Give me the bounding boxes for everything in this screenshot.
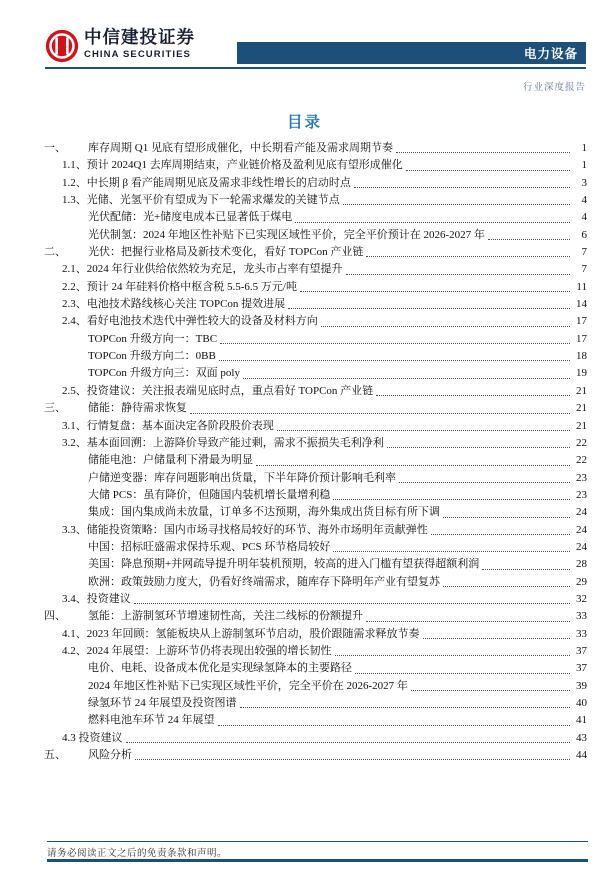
company-logo-icon — [45, 29, 79, 63]
toc-entry-number: 1.1、 — [62, 159, 87, 172]
toc-leader-dots — [277, 430, 570, 431]
toc-entry-label: 2023 年回顾：氢能板块从上游制氢环节启动，股价跟随需求释放节奏 — [86, 627, 420, 640]
toc-entry-page: 32 — [576, 592, 587, 605]
toc-leader-dots — [335, 655, 571, 656]
toc-leader-dots — [135, 759, 570, 760]
toc-entry-label: 库存周期 Q1 见底有望形成催化，中长期看产能及需求周期节奏 — [88, 142, 393, 154]
toc-entry[interactable] — [44, 227, 587, 244]
toc-entry-page: 37 — [576, 644, 587, 657]
toc-entry[interactable] — [44, 504, 587, 521]
toc-leader-dots — [411, 690, 570, 691]
toc-entry-page: 1 — [581, 159, 587, 172]
toc-leader-dots — [346, 274, 571, 275]
toc-entry-page: 6 — [581, 228, 587, 241]
toc-entry-page: 18 — [576, 350, 587, 363]
toc-entry-label: 储能：静待需求恢复 — [88, 402, 187, 415]
toc-entry-number: 三、 — [44, 402, 66, 415]
toc-entry-label: 储能电池：户储量利下滑最为明显 — [88, 454, 253, 467]
toc-entry-page: 14 — [576, 298, 587, 311]
toc-leader-dots — [443, 517, 570, 518]
toc-entry-page: 41 — [576, 714, 587, 727]
toc-entry-page: 44 — [576, 749, 587, 762]
toc-entry[interactable] — [44, 175, 587, 192]
toc-entry[interactable] — [44, 487, 587, 504]
toc-entry-label: 户储逆变器：库存问题影响出货量，下半年降价预计影响毛利率 — [88, 471, 396, 484]
toc-entry[interactable] — [44, 331, 587, 348]
header-divider — [45, 67, 586, 69]
toc-entry-page: 33 — [576, 610, 587, 623]
toc-entry[interactable] — [44, 435, 587, 452]
toc-entry-number: 4.2、 — [62, 644, 87, 657]
toc-entry-number: 3.3、 — [62, 523, 87, 536]
toc-entry[interactable] — [44, 418, 587, 435]
toc-entry[interactable] — [44, 348, 587, 365]
toc-entry-number: 二、 — [44, 246, 66, 259]
brand-block — [84, 29, 195, 59]
toc-entry-number: 3.4、 — [62, 592, 87, 605]
brand-name-en: CHINA SECURITIES — [84, 48, 191, 60]
toc-entry-page: 4 — [581, 194, 587, 207]
toc-title: 目录 — [286, 114, 322, 131]
toc-entry-number: 2.5、 — [62, 384, 87, 397]
toc-entry-page: 7 — [581, 263, 587, 276]
toc-entry[interactable] — [44, 747, 587, 764]
toc-entry[interactable] — [44, 296, 587, 313]
toc-leader-dots — [333, 551, 570, 552]
toc-leader-dots — [219, 360, 570, 361]
toc-entry-label: 光储、光氢平价有望成为下一轮需求爆发的关键节点 — [86, 194, 340, 207]
toc-entry-label: 氢能：上游制氢环节增速韧性高，关注二线标的份额提升 — [88, 610, 363, 623]
toc-entry-page: 24 — [576, 540, 587, 553]
toc-entry-number: 4.3 — [62, 731, 79, 744]
toc-entry[interactable] — [44, 157, 587, 174]
toc-entry-label: 基本面回溯：上游降价导致产能过剩，需求不振损失毛利净利 — [86, 436, 384, 449]
toc-entry-label: 2024 年行业供给依然较为充足，龙头市占率有望提升 — [86, 263, 343, 276]
toc-entry-page: 17 — [576, 315, 587, 328]
toc-entry[interactable] — [44, 209, 587, 226]
toc-leader-dots — [431, 534, 570, 535]
toc-entry-page: 17 — [576, 332, 587, 345]
toc-entry-page: 39 — [576, 679, 587, 692]
toc-entry-page: 23 — [576, 488, 587, 501]
toc-entry-number: 3.2、 — [62, 436, 87, 449]
toc-entry-label: 绿氢环节 24 年展望及投资图谱 — [88, 697, 237, 709]
toc-entry[interactable] — [44, 452, 587, 469]
toc-leader-dots — [300, 291, 570, 292]
toc-leader-dots — [134, 603, 570, 604]
toc-entry-page: 19 — [576, 367, 587, 380]
toc-entry-label: TOPCon 升级方向一：TBC — [88, 332, 218, 345]
toc-entry-number: 3.1、 — [62, 419, 87, 432]
toc-entry-label: 集成：国内集成尚未放量，订单多不达预期，海外集成出货目标有所下调 — [88, 506, 440, 519]
toc-entry-label: 预计 24 年硅料价格中枢含税 5.5-6.5 万元/吨 — [86, 280, 297, 293]
toc-entry-page: 21 — [576, 384, 587, 397]
toc-entry-page: 28 — [576, 558, 587, 571]
toc-entry-page: 23 — [576, 471, 587, 484]
toc-entry-label: 中国：招标旺盛需求保持乐观、PCS 环节格局较好 — [88, 540, 331, 553]
toc-entry-number: 2.4、 — [62, 315, 87, 328]
toc-entry[interactable] — [44, 591, 587, 608]
toc-leader-dots — [399, 482, 570, 483]
toc-entry[interactable] — [44, 313, 587, 330]
toc-leader-dots — [376, 395, 570, 396]
toc-entry-label: 风险分析 — [88, 749, 132, 762]
toc-entry-label: 光伏配储：光+储度电成本已显著低于煤电 — [88, 211, 293, 224]
toc-entry-label: 投资建议 — [86, 592, 131, 605]
toc-entry-page: 3 — [581, 176, 587, 189]
toc-entry-label: TOPCon 升级方向三：双面 poly — [88, 367, 240, 380]
toc-entry-label: 中长期 β 看产能周期见底及需求非线性增长的启动时点 — [86, 176, 351, 189]
toc-entry-page: 24 — [576, 506, 587, 519]
toc-entry-page: 21 — [576, 419, 587, 432]
toc-leader-dots — [387, 447, 570, 448]
toc-entry-page: 7 — [581, 246, 587, 259]
toc-entry[interactable] — [44, 400, 587, 417]
toc-leader-dots — [190, 413, 570, 414]
toc-entry-label: 电池技术路线核心关注 TOPCon 提效进展 — [86, 298, 286, 311]
toc-entry[interactable] — [44, 192, 587, 209]
toc-entry-label: 预计 2024Q1 去库周期结束，产业链价格及盈利见底有望形成催化 — [86, 159, 403, 172]
toc-leader-dots — [366, 256, 570, 257]
toc-entry-number: 一、 — [44, 142, 66, 154]
toc-leader-dots — [343, 204, 570, 205]
toc-entry-label: 光伏制氢：2024 年地区性补贴下已实现区域性平价，完全平价预计在 2026-2027 年 — [88, 228, 485, 241]
toc-leader-dots — [366, 621, 570, 622]
toc-leader-dots — [240, 707, 571, 708]
report-type-label: 行业深度报告 — [522, 83, 586, 93]
toc-leader-dots — [295, 222, 570, 223]
toc-leader-dots — [333, 499, 570, 500]
toc-entry-label: 电价、电耗、设备成本优化是实现绿氢降本的主要路径 — [88, 662, 352, 675]
toc-entry[interactable] — [44, 730, 587, 747]
footer-disclaimer: 请务必阅读正文之后的免责条款和声明。 — [47, 849, 228, 859]
toc-entry-label: 欧洲：政策鼓励力度大，仍看好终端需求，随库存下降明年产业有望复苏 — [88, 575, 440, 588]
toc-entry-label: 储能投资策略：国内市场寻找格局较好的环节、海外市场明年贡献弹性 — [86, 523, 428, 536]
toc-entry-label: 美国：降息预期+并网疏导提升明年装机预期，较高的进入门槛有望获得超额利润 — [88, 558, 480, 571]
toc-entry-label: 燃料电池车环节 24 年展望 — [88, 714, 215, 727]
toc-leader-dots — [256, 465, 570, 466]
toc-entry[interactable] — [44, 643, 587, 660]
toc-entry-number: 五、 — [44, 749, 66, 762]
toc-entry-page: 43 — [576, 731, 587, 744]
toc-leader-dots — [321, 326, 570, 327]
toc-entry-label: 投资建议 — [78, 731, 123, 744]
sector-label: 电力设备 — [523, 47, 578, 61]
toc-leader-dots — [423, 638, 571, 639]
brand-name-cn: 中信建投证券 — [84, 27, 195, 47]
toc-entry-page: 40 — [576, 697, 587, 709]
toc-entry[interactable] — [44, 574, 587, 591]
toc-entry[interactable] — [44, 470, 587, 487]
toc-entry[interactable] — [44, 365, 587, 382]
toc-entry-label: 光伏：把握行业格局及新技术变化，看好 TOPCon 产业链 — [88, 246, 364, 259]
toc-entry[interactable] — [44, 140, 587, 157]
toc-list — [44, 140, 587, 764]
toc-entry-number: 4.1、 — [62, 627, 87, 640]
toc-entry-page: 1 — [581, 142, 587, 154]
toc-entry[interactable] — [44, 279, 587, 296]
toc-entry-page: 22 — [576, 436, 587, 449]
toc-entry[interactable] — [44, 678, 587, 695]
toc-entry[interactable] — [44, 660, 587, 677]
toc-entry-page: 24 — [576, 523, 587, 536]
toc-entry[interactable] — [44, 539, 587, 556]
toc-leader-dots — [355, 673, 570, 674]
toc-entry[interactable] — [44, 244, 587, 261]
toc-leader-dots — [218, 725, 571, 726]
toc-leader-dots — [288, 308, 570, 309]
toc-entry-number: 2.3、 — [62, 298, 87, 311]
sector-banner — [237, 42, 586, 64]
toc-entry[interactable] — [44, 383, 587, 400]
toc-entry-label: 看好电池技术迭代中弹性较大的设备及材料方向 — [86, 315, 318, 328]
toc-entry-page: 11 — [576, 280, 587, 293]
toc-entry-label: 2024 年展望：上游环节仍将表现出较强的增长韧性 — [86, 644, 332, 657]
toc-entry-label: TOPCon 升级方向二：0BB — [88, 350, 216, 363]
toc-entry[interactable] — [44, 695, 587, 712]
toc-leader-dots — [396, 152, 570, 153]
toc-entry-number: 1.3、 — [62, 194, 87, 207]
toc-entry[interactable] — [44, 261, 587, 278]
toc-entry-page: 21 — [576, 402, 587, 415]
toc-entry-page: 4 — [581, 211, 587, 224]
toc-entry[interactable] — [44, 522, 587, 539]
toc-leader-dots — [354, 187, 570, 188]
toc-entry-label: 大储 PCS：虽有降价，但随国内装机增长量增利稳 — [88, 488, 331, 501]
toc-entry-page: 22 — [576, 454, 587, 467]
toc-entry-page: 37 — [576, 662, 587, 675]
toc-entry-number: 2.1、 — [62, 263, 87, 276]
footer-divider-top — [47, 841, 588, 842]
toc-leader-dots — [482, 569, 570, 570]
toc-entry-label: 行情复盘：基本面决定各阶段股价表现 — [86, 419, 274, 432]
toc-leader-dots — [220, 343, 570, 344]
toc-entry-page: 33 — [576, 627, 587, 640]
toc-leader-dots — [443, 586, 570, 587]
toc-entry-label: 投资建议：关注报表端见底时点，重点看好 TOPCon 产业链 — [86, 384, 374, 397]
toc-leader-dots — [406, 170, 570, 171]
toc-entry[interactable] — [44, 608, 587, 625]
toc-leader-dots — [126, 742, 571, 743]
toc-entry[interactable] — [44, 556, 587, 573]
toc-entry-number: 四、 — [44, 610, 66, 623]
toc-entry[interactable] — [44, 626, 587, 643]
toc-leader-dots — [488, 239, 570, 240]
toc-entry-number: 1.2、 — [62, 176, 87, 189]
toc-entry[interactable] — [44, 712, 587, 729]
toc-entry-number: 2.2、 — [62, 280, 87, 293]
toc-leader-dots — [243, 378, 570, 379]
toc-entry-page: 29 — [576, 575, 587, 588]
footer-divider-bottom — [47, 859, 588, 862]
toc-entry-label: 2024 年地区性补贴下已实现区域性平价，完全平价在 2026-2027 年 — [88, 679, 408, 692]
